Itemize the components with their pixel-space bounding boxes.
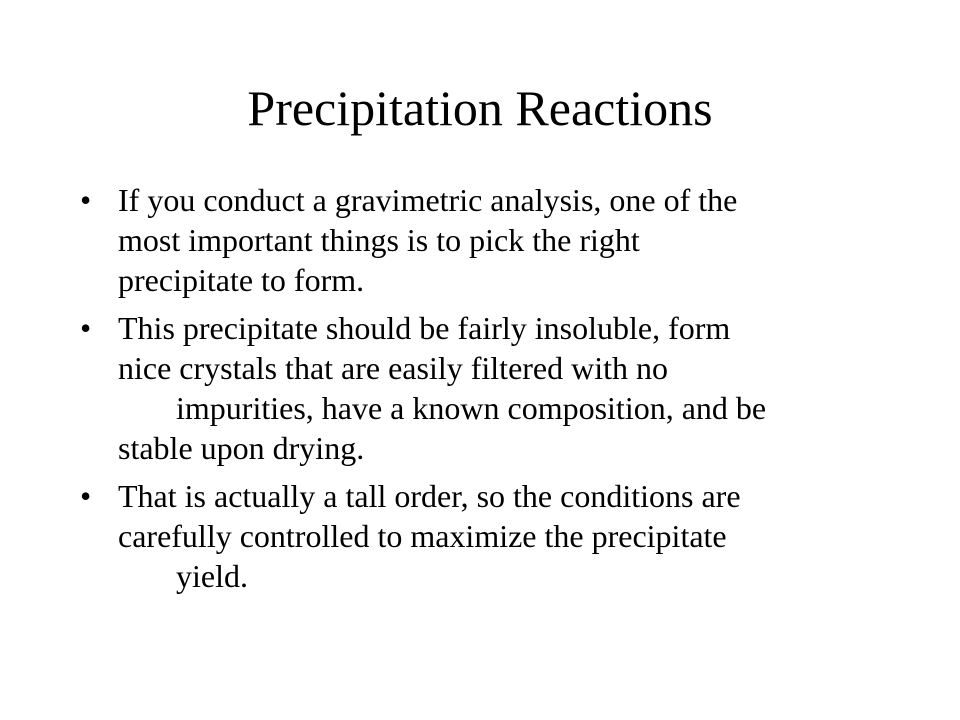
bullet-2-line-2: nice crystals that are easily filtered with no [118,350,669,386]
slide-title: Precipitation Reactions [247,80,713,136]
bullet-marker: • [80,310,92,346]
bullet-2-line-4: stable upon drying. [118,430,365,466]
bullet-marker: • [80,182,92,218]
bullet-3-line-3: yield. [176,558,248,594]
bullet-list [80,180,870,604]
bullet-item-1 [80,180,870,300]
bullet-1-line-1: If you conduct a gravimetric analysis, one of the [118,182,738,218]
bullet-item-2 [80,308,870,468]
bullet-item-3 [80,476,870,596]
bullet-2-line-1: This precipitate should be fairly insoluble, form [118,310,731,346]
bullet-1-line-2: most important things is to pick the right [118,222,640,258]
bullet-3-line-1: That is actually a tall order, so the conditions are [118,478,741,514]
bullet-marker: • [80,478,92,514]
bullet-1-line-3: precipitate to form. [118,262,365,298]
bullet-3-line-2: carefully controlled to maximize the precipitate [118,518,727,554]
bullet-2-line-3: impurities, have a known composition, and be [176,390,767,426]
